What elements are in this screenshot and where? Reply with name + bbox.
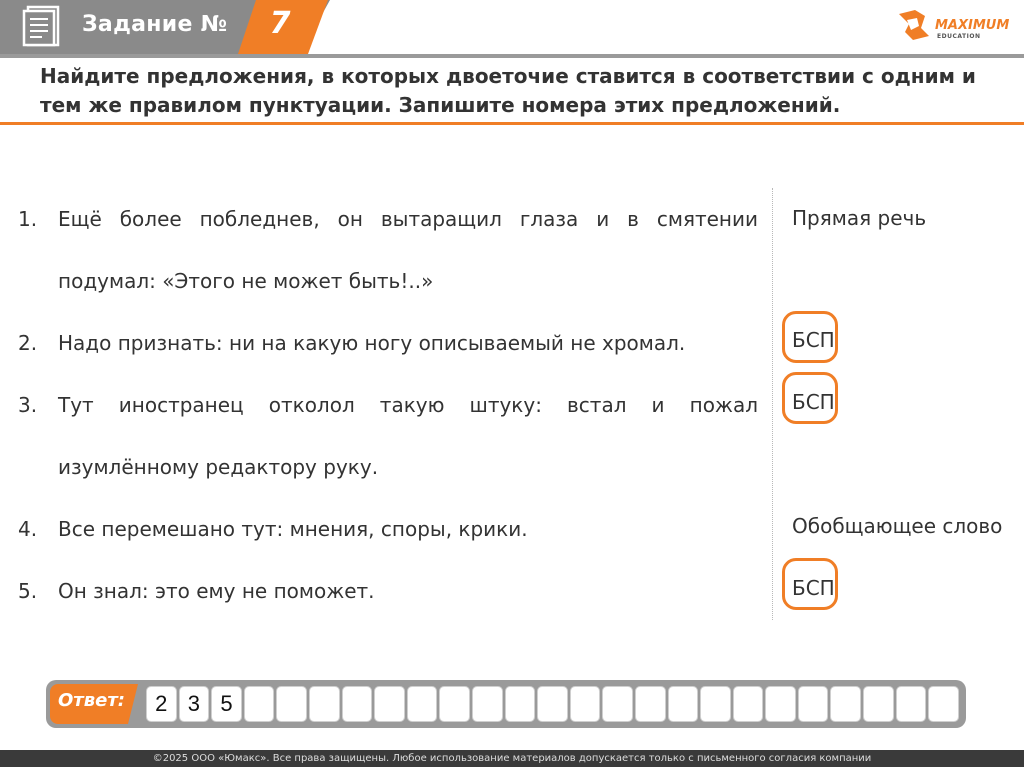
task-title: Задание №	[82, 12, 228, 37]
rule-label-2: БСП	[792, 328, 835, 352]
answer-cell[interactable]	[635, 686, 666, 722]
answer-cell[interactable]	[798, 686, 829, 722]
logo-text: MAXIMUM	[935, 18, 1010, 33]
slide-header	[0, 0, 1024, 120]
sentence-number: 4.	[18, 517, 38, 541]
sentence-text: Надо признать: ни на какую ногу описываемый не хромал.	[58, 331, 686, 355]
rule-label-3: БСП	[792, 390, 835, 414]
sentence-item	[18, 498, 758, 560]
answer-cell[interactable]	[309, 686, 340, 722]
sentence-number: 5.	[18, 579, 38, 603]
sentence-item	[18, 188, 758, 312]
rule-label-5: БСП	[792, 576, 835, 600]
answer-cell[interactable]	[830, 686, 861, 722]
answer-cell[interactable]	[374, 686, 405, 722]
answer-cell[interactable]: 2	[146, 686, 177, 722]
answer-cell[interactable]	[472, 686, 503, 722]
sentence-list	[18, 188, 758, 622]
answer-cell[interactable]	[407, 686, 438, 722]
answer-cell[interactable]	[570, 686, 601, 722]
answer-label: Ответ:	[58, 690, 125, 711]
rule-label-4: Обобщающее слово	[792, 514, 1003, 538]
sentence-item	[18, 374, 758, 498]
column-divider	[772, 188, 773, 620]
task-number: 7	[269, 6, 291, 41]
instruction-underline	[0, 122, 1024, 125]
answer-cell[interactable]	[733, 686, 764, 722]
answer-cell[interactable]	[765, 686, 796, 722]
answer-cell[interactable]: 3	[179, 686, 210, 722]
logo-subtext: EDUCATION	[937, 33, 981, 40]
sentence-text: Он знал: это ему не поможет.	[58, 579, 375, 603]
header-divider	[0, 54, 1024, 58]
answer-cell[interactable]	[439, 686, 470, 722]
sentence-item	[18, 560, 758, 622]
answer-cell[interactable]	[276, 686, 307, 722]
answer-cell[interactable]	[505, 686, 536, 722]
document-icon	[22, 5, 66, 47]
sentence-number: 3.	[18, 393, 38, 417]
answer-cell[interactable]	[668, 686, 699, 722]
sentence-text: Все перемешано тут: мнения, споры, крики.	[58, 517, 528, 541]
answer-cell[interactable]	[863, 686, 894, 722]
sentence-text: Тут иностранец отколол такую штуку: встал и пожал изумлённому редактору руку.	[58, 393, 758, 479]
rule-label-1: Прямая речь	[792, 206, 927, 230]
answer-cell[interactable]	[342, 686, 373, 722]
answer-cell[interactable]	[928, 686, 959, 722]
sentence-item	[18, 312, 758, 374]
sentence-number: 1.	[18, 207, 38, 231]
answer-cell[interactable]: 5	[211, 686, 242, 722]
answer-cell[interactable]	[537, 686, 568, 722]
answer-cell[interactable]	[700, 686, 731, 722]
task-instruction: Найдите предложения, в которых двоеточие ставится в соответствии с одним и тем же правилом пунктуации. Запишите номера этих предложений.	[40, 64, 976, 117]
answer-cells	[146, 686, 959, 722]
answer-cell[interactable]	[602, 686, 633, 722]
sentence-text: Ещё более побледнев, он вытаращил глаза и в смятении подумал: «Этого не может быть!..»	[58, 207, 758, 293]
sentence-number: 2.	[18, 331, 38, 355]
copyright-footer: ©2025 ООО «Юмакс». Все права защищены. Любое использование материалов допускается только с письменного согласия компании	[0, 750, 1024, 767]
answer-cell[interactable]	[244, 686, 275, 722]
answer-cell[interactable]	[896, 686, 927, 722]
